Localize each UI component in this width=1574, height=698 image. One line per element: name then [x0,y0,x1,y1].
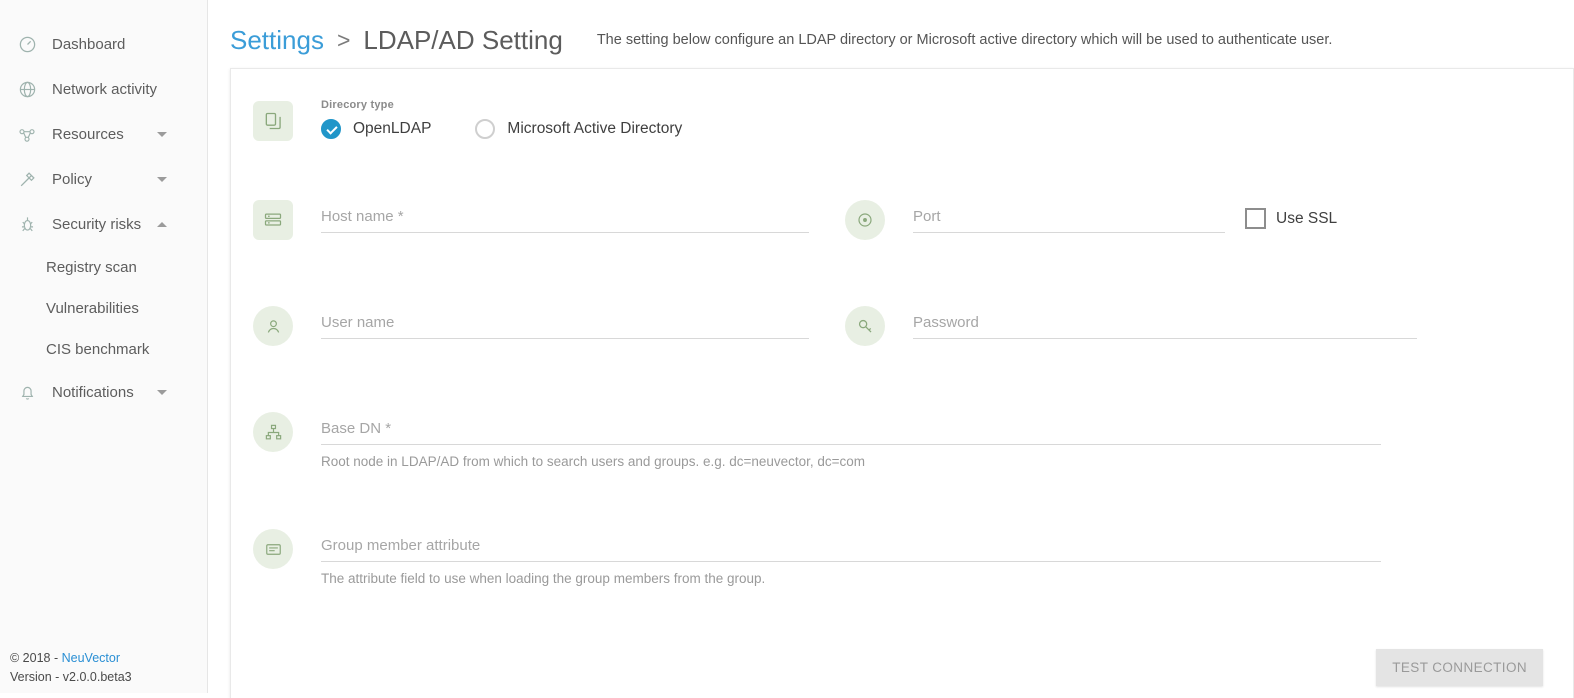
sidebar-item-notifications[interactable] [0,370,207,415]
host-name-input[interactable] [321,208,809,233]
chevron-down-icon[interactable] [157,132,167,137]
credentials-row [231,302,1573,346]
group-member-attribute-field [321,525,1381,586]
sidebar-item-label: Policy [52,171,93,188]
breadcrumb-separator: > [336,26,351,53]
sidebar-item-label: Notifications [52,384,134,401]
sidebar-subitem-label: Registry scan [46,259,137,276]
directory-type-row [231,97,1573,141]
sidebar-item-resources[interactable] [0,112,207,157]
use-ssl-checkbox[interactable] [1245,208,1266,229]
directory-type-field [321,99,726,139]
policy-icon [12,170,42,189]
breadcrumb [208,0,1574,62]
sidebar-item-registry-scan[interactable] [0,247,207,288]
sidebar-item-label: Security risks [52,216,142,233]
test-connection-button[interactable]: TEST CONNECTION [1376,649,1543,686]
sidebar-item-security-risks[interactable] [0,202,207,247]
base-dn-field [321,408,1381,469]
breadcrumb-settings[interactable]: Settings [230,24,324,55]
sidebar [0,0,208,693]
host-port-row [231,196,1573,240]
radio-openldap-label[interactable]: OpenLDAP [353,120,432,137]
chevron-down-icon[interactable] [157,390,167,395]
version-text: Version - v2.0.0.beta3 [10,670,132,684]
base-dn-row [231,408,1573,469]
radio-openldap[interactable] [321,119,341,139]
base-dn-input[interactable] [321,420,1381,445]
bug-icon [12,215,42,234]
password-input[interactable] [913,314,1417,339]
sidebar-footer [10,649,132,687]
ldap-settings-card [230,68,1574,698]
directory-type-options [321,119,726,139]
bell-icon [12,383,42,402]
user-icon [253,306,293,346]
host-icon [253,200,293,240]
tree-icon [253,412,293,452]
group-member-attribute-input[interactable] [321,537,1381,562]
chevron-down-icon[interactable] [157,177,167,182]
port-field [913,196,1225,233]
directory-type-label: Direcory type [321,99,394,111]
user-name-input[interactable] [321,314,809,339]
use-ssl-field[interactable] [1245,208,1337,229]
gauge-icon [12,35,42,54]
sidebar-subitem-label: CIS benchmark [46,341,150,358]
sidebar-item-network-activity[interactable] [0,67,207,112]
group-member-attribute-hint: The attribute field to use when loading the group members from the group. [321,571,766,586]
user-name-field [321,302,809,339]
base-dn-hint: Root node in LDAP/AD from which to search users and groups. e.g. dc=neuvector, dc=com [321,454,866,469]
resources-icon [12,125,42,145]
radio-active-directory[interactable] [475,119,495,139]
sidebar-item-cis-benchmark[interactable] [0,329,207,370]
page-description: The setting below configure an LDAP directory or Microsoft active directory which will be used to authenticate user. [596,32,1333,48]
sidebar-item-label: Dashboard [52,36,126,53]
brand-link[interactable]: NeuVector [61,651,120,665]
sidebar-item-label: Network activity [52,81,158,98]
copyright-text: © 2018 - [10,651,59,665]
sidebar-item-vulnerabilities[interactable] [0,288,207,329]
directory-type-icon [253,101,293,141]
radio-active-directory-label[interactable]: Microsoft Active Directory [507,120,683,137]
sidebar-subitem-label: Vulnerabilities [46,300,139,317]
globe-icon [12,80,42,99]
use-ssl-label: Use SSL [1276,209,1338,227]
host-name-field [321,196,809,233]
sidebar-item-label: Resources [52,126,124,143]
port-icon [845,200,885,240]
chevron-up-icon[interactable] [157,222,167,227]
password-icon [845,306,885,346]
sidebar-item-dashboard[interactable] [0,22,207,67]
main-content [208,0,1574,693]
sidebar-item-policy[interactable] [0,157,207,202]
group-icon [253,529,293,569]
port-input[interactable] [913,208,1225,233]
group-member-attribute-row [231,525,1573,586]
page-title: LDAP/AD Setting [363,24,563,55]
password-field [913,302,1417,339]
